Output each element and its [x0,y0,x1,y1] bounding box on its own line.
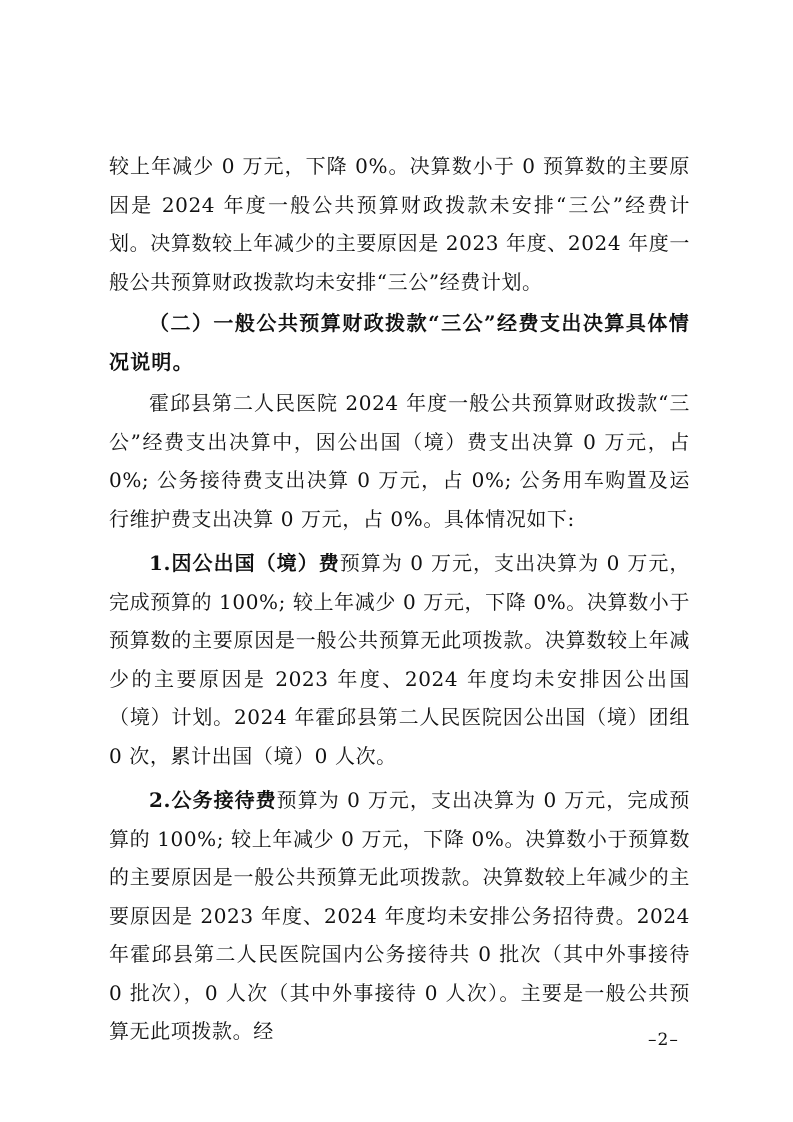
page-content [109,147,690,1051]
page-number: –2– [648,1030,679,1050]
item2-paragraph [109,781,690,1051]
item2-label: 2.公务接待费 [149,788,277,812]
summary-paragraph: 霍邱县第二人民医院 2024 年度一般公共预算财政拨款“三公”经费支出决算中，因公出国（境）费支出决算 0 万元，占 0%; 公务接待费支出决算 0 万元，占 0%; 公务用车购置及运行维护费支出决算 0 万元，占 0%。具体情况如下: [109,391,690,531]
item2-text: 预算为 0 万元，支出决算为 0 万元，完成预算的 100%; 较上年减少 0 万元，下降 0%。决算数小于预算数的主要原因是一般公共预算无此项拨款。决算数较上年减少的主要原因是 2023 年度、2024 年度均未安排公务招待费。2024 年霍邱县第二人民医院国内公务接待共 0 批次（其中外事接待 0 批次），0 人次（其中外事接待 0 人次）。主要是一般公共预算无此项拨款。经 [109,788,690,1043]
section-heading: （二）一般公共预算财政拨款“三公”经费支出决算具体情况说明。 [109,311,690,374]
item1-paragraph [109,544,690,775]
item1-label: 1.因公出国（境）费 [149,551,340,575]
intro-paragraph: 较上年减少 0 万元，下降 0%。决算数小于 0 预算数的主要原因是 2024 年度一般公共预算财政拨款未安排“三公”经费计划。决算数较上年减少的主要原因是 2023 年度、2024 年度一般公共预算财政拨款均未安排“三公”经费计划。 [109,154,690,294]
item1-text: 预算为 0 万元，支出决算为 0 万元，完成预算的 100%; 较上年减少 0 万元，下降 0%。决算数小于预算数的主要原因是一般公共预算无此项拨款。决算数较上年减少的主要原因是 2023 年度、2024 年度均未安排因公出国（境）计划。2024 年霍邱县第二人民医院因公出国（境）团组 0 次，累计出国（境）0 人次。 [109,551,690,768]
